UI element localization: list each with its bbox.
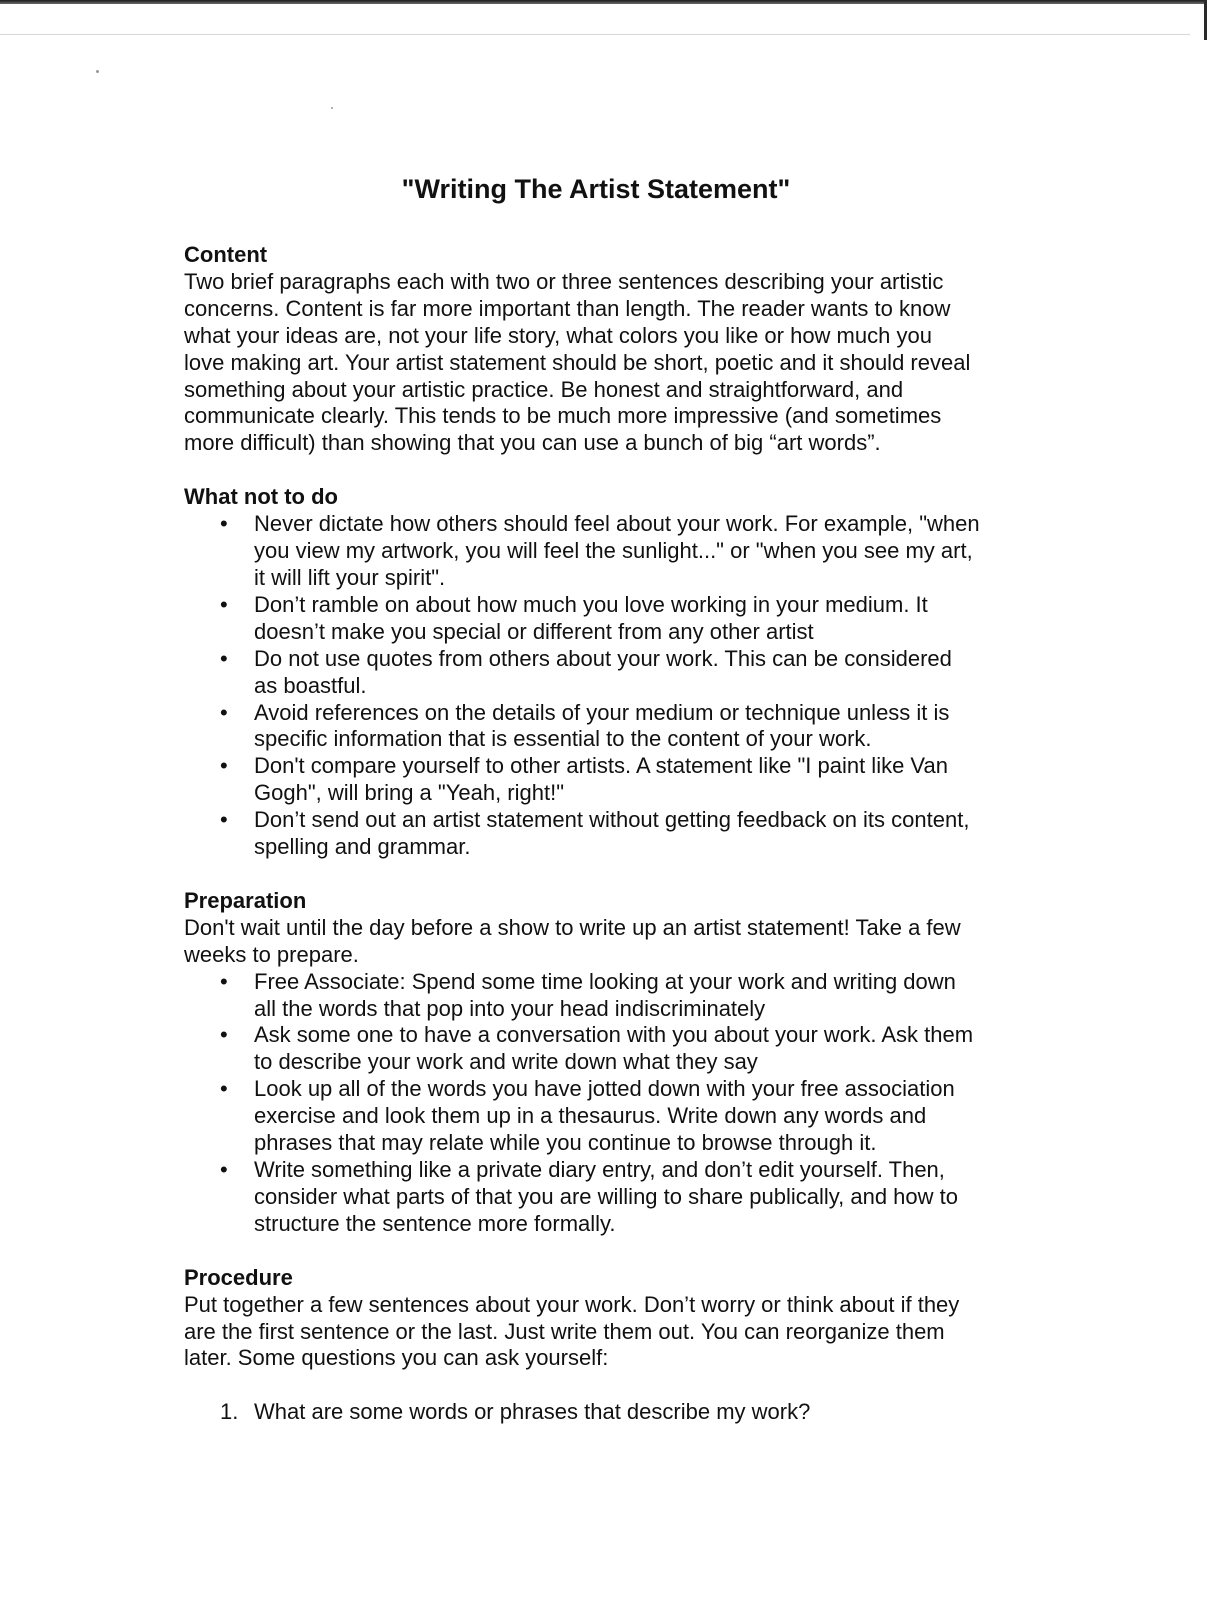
text-line: exercise and look them up in a thesaurus. Write down any words and	[254, 1103, 927, 1129]
section-heading-what-not-to-do: What not to do	[184, 484, 338, 510]
document-page	[184, 172, 1034, 1426]
text-line: Don’t send out an artist statement without getting feedback on its content,	[254, 807, 970, 833]
text-line: Look up all of the words you have jotted down with your free association	[254, 1076, 955, 1102]
text-line: Don't wait until the day before a show to write up an artist statement! Take a few	[184, 914, 961, 940]
section-procedure	[184, 1265, 1034, 1427]
bullet-icon: •	[220, 1157, 228, 1182]
bullet-icon: •	[220, 591, 228, 617]
list-item	[184, 592, 1034, 646]
bullet-icon: •	[220, 699, 228, 725]
text-line: Write something like a private diary entry, and don’t edit yourself. Then,	[254, 1157, 945, 1182]
text-line: Don’t ramble on about how much you love working in your medium. It	[254, 591, 928, 617]
list-item	[184, 1157, 1034, 1238]
text-line: consider what parts of that you are willing to share publically, and how to	[254, 1183, 958, 1209]
text-line: Avoid references on the details of your medium or technique unless it is	[254, 699, 950, 725]
text-line: Gogh", will bring a "Yeah, right!"	[254, 780, 565, 806]
text-line: you view my artwork, you will feel the sunlight..." or "when you see my art,	[254, 538, 973, 564]
text-line: concerns. Content is far more important than length. The reader wants to know	[184, 295, 951, 321]
question-number: 1.	[220, 1399, 239, 1425]
list-item	[184, 1399, 1034, 1426]
text-line: to describe your work and write down what they say	[254, 1049, 758, 1075]
content-paragraph	[184, 269, 1034, 457]
text-line: phrases that may relate while you continue to browse through it.	[254, 1130, 877, 1156]
what-not-list	[184, 511, 1034, 861]
text-line: Put together a few sentences about your work. Don’t worry or think about if they	[184, 1291, 960, 1317]
text-line: it will lift your spirit".	[254, 564, 446, 590]
procedure-questions	[184, 1399, 1034, 1426]
text-line: something about your artistic practice. Be honest and straightforward, and	[184, 376, 904, 402]
scan-edge-top	[0, 0, 1207, 4]
preparation-paragraph	[184, 915, 1034, 969]
list-item	[184, 511, 1034, 592]
text-line: Do not use quotes from others about your work. This can be considered	[254, 645, 952, 671]
section-content	[184, 242, 1034, 457]
bullet-icon: •	[220, 645, 228, 671]
text-line: specific information that is essential to the content of your work.	[254, 726, 872, 752]
text-line: later. Some questions you can ask yourself:	[184, 1345, 609, 1371]
question-text: What are some words or phrases that describe my work?	[254, 1399, 811, 1425]
text-line: Don't compare yourself to other artists. A statement like "I paint like Van	[254, 753, 948, 779]
section-preparation	[184, 888, 1034, 1238]
text-line: Ask some one to have a conversation with you about your work. Ask them	[254, 1022, 974, 1048]
text-line: weeks to prepare.	[184, 941, 359, 967]
list-item	[184, 646, 1034, 700]
section-heading-preparation: Preparation	[184, 887, 307, 913]
text-line: what your ideas are, not your life story, what colors you like or how much you	[184, 322, 932, 348]
list-item	[184, 969, 1034, 1023]
scan-speck	[96, 70, 99, 73]
section-heading-procedure: Procedure	[184, 1264, 293, 1290]
list-item	[184, 700, 1034, 754]
text-line: doesn’t make you special or different from any other artist	[254, 618, 814, 644]
text-line: Free Associate: Spend some time looking at your work and writing down	[254, 968, 956, 994]
list-item	[184, 807, 1034, 861]
text-line: all the words that pop into your head indiscriminately	[254, 995, 766, 1021]
text-line: Never dictate how others should feel about your work. For example, "when	[254, 511, 980, 537]
list-item	[184, 753, 1034, 807]
text-line: as boastful.	[254, 672, 367, 698]
list-item	[184, 1022, 1034, 1076]
procedure-paragraph	[184, 1292, 1034, 1373]
document-title: "Writing The Artist Statement"	[401, 174, 791, 204]
bullet-icon: •	[220, 753, 228, 779]
text-line: spelling and grammar.	[254, 834, 471, 860]
text-line: are the first sentence or the last. Just write them out. You can reorganize them	[184, 1318, 945, 1344]
text-line: love making art. Your artist statement should be short, poetic and it should reveal	[184, 349, 971, 375]
bullet-icon: •	[220, 968, 228, 994]
section-heading-content: Content	[184, 242, 268, 267]
bullet-icon: •	[220, 807, 228, 833]
text-line: more difficult) than showing that you can use a bunch of big “art words”.	[184, 430, 881, 456]
section-what-not-to-do	[184, 484, 1034, 861]
bullet-icon: •	[220, 1076, 228, 1102]
text-line: structure the sentence more formally.	[254, 1210, 616, 1236]
scan-speck	[331, 107, 333, 109]
text-line: communicate clearly. This tends to be much more impressive (and sometimes	[184, 403, 942, 429]
list-item	[184, 1076, 1034, 1157]
scan-line	[0, 34, 1190, 35]
bullet-icon: •	[220, 511, 228, 537]
text-line: Two brief paragraphs each with two or three sentences describing your artistic	[184, 268, 944, 294]
bullet-icon: •	[220, 1022, 228, 1048]
preparation-list	[184, 969, 1034, 1238]
